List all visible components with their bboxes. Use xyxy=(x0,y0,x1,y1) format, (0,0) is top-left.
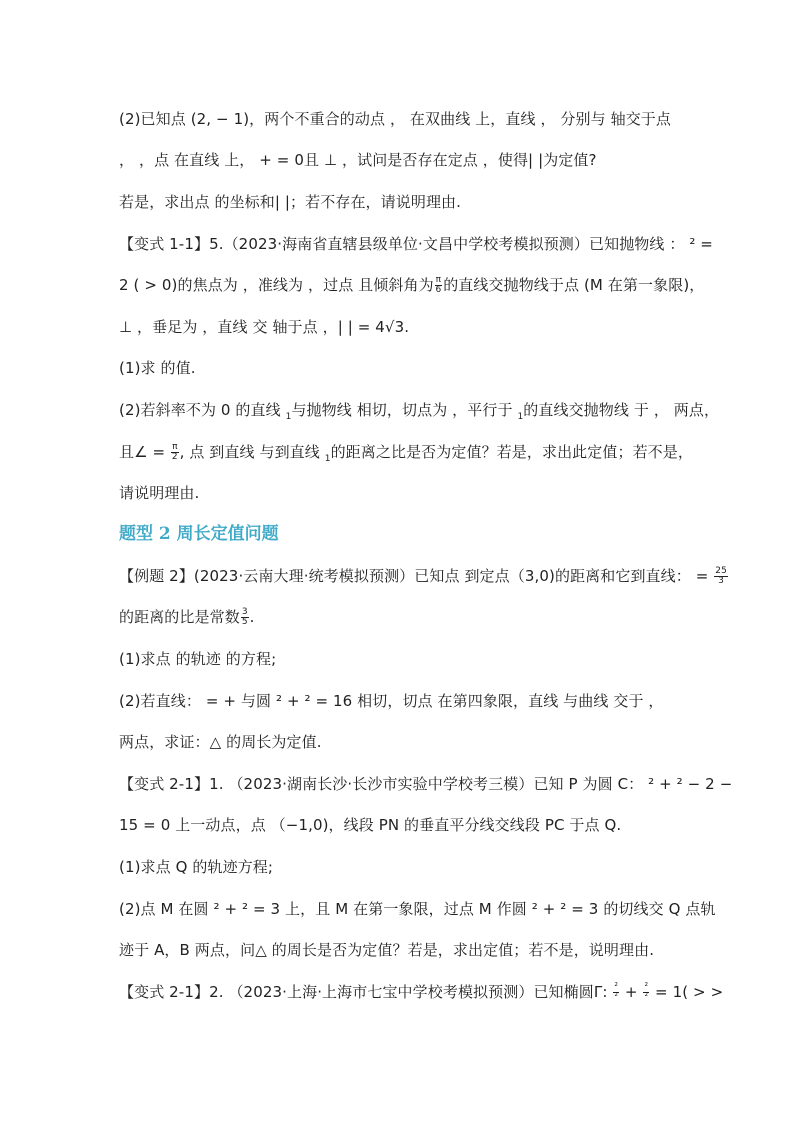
text-line: 若是，求出点 的坐标和| |；若不存在，请说明理由. xyxy=(119,193,462,211)
text-segment: . xyxy=(249,608,255,626)
fraction xyxy=(613,983,619,1002)
text-line: (1)求 的值. xyxy=(119,359,196,377)
fraction-numerator: π xyxy=(435,275,442,285)
text-line: ⊥ ，垂足为 ，直线 交 轴于点 ，| | = 4√3. xyxy=(119,318,410,336)
text-line: 两点，求证：△ 的周长为定值. xyxy=(119,733,322,751)
section-heading: 题型 2 周长定值问题 xyxy=(119,524,279,544)
text-line: (2)点 M 在圆 ² + ² = 3 上，且 M 在第一象限，过点 M 作圆 ² + ² = 3 的切线交 Q 点轨 xyxy=(119,900,716,918)
text-segment: , 点 到直线 与到直线 xyxy=(179,443,325,461)
fraction-denominator: 5 xyxy=(241,617,248,627)
text-segment: = 1( > > xyxy=(650,983,724,1001)
fraction-numerator: 3 xyxy=(241,607,248,617)
text-segment: 与抛物线 相切，切点为 ，平行于 xyxy=(291,401,518,419)
fraction xyxy=(171,443,179,462)
text-line: ， ，点 在直线 上， + = 0且 ⊥ ，试问是否存在定点 ，使得| |为定值? xyxy=(119,151,597,169)
text-segment: 【变式 2-1】2. （2023·上海·上海市七宝中学校考模拟预测）已知椭圆Γ: xyxy=(119,983,613,1001)
text-segment: 且∠ = xyxy=(119,443,171,461)
text-line: (1)求点 的轨迹 的方程; xyxy=(119,650,277,668)
text-segment: 2 ( > 0)的焦点为 ，准线为 ，过点 且倾斜角为 xyxy=(119,276,434,294)
fraction-denominator: 3 xyxy=(718,576,724,586)
subscript: 1 xyxy=(324,454,331,464)
text-line xyxy=(119,981,724,1003)
text-line: 请说明理由. xyxy=(119,484,200,502)
text-line: 【变式 1-1】5.（2023·海南省直辖县级单位·文昌中学校考模拟预测）已知抛物线 ： ² = xyxy=(119,235,713,253)
text-segment: + xyxy=(620,983,643,1001)
text-line: 迹于 A，B 两点，问△ 的周长是否为定值？若是，求出定值；若不是，说明理由. xyxy=(119,941,655,959)
text-segment: 的直线交抛物线于点 (M 在第一象限)， xyxy=(443,276,705,294)
fraction-denominator: ² xyxy=(614,992,619,1002)
text-line xyxy=(119,565,727,587)
text-line xyxy=(119,606,676,628)
text-line xyxy=(119,441,693,470)
subscript: 1 xyxy=(285,412,292,422)
fraction-denominator: ² xyxy=(644,992,649,1002)
text-line xyxy=(119,399,720,428)
fraction-denominator: 2 xyxy=(171,452,178,462)
fraction-numerator: ² xyxy=(614,982,619,992)
fraction xyxy=(241,608,249,627)
fraction-denominator: 6 xyxy=(435,285,442,295)
fraction-numerator: ² xyxy=(644,982,649,992)
subscript: 1 xyxy=(517,412,524,422)
fraction xyxy=(435,276,443,295)
text-line xyxy=(119,274,705,296)
fraction-numerator: π xyxy=(172,442,178,452)
text-line: 15 = 0 上一动点，点 （−1,0)，线段 PN 的垂直平分线交线段 PC 于点 Q. xyxy=(119,816,622,834)
fraction xyxy=(714,567,728,586)
text-segment: 的直线交抛物线 于 ， 两点， xyxy=(523,401,720,419)
fraction xyxy=(643,983,649,1002)
text-segment: (2)若斜率不为 0 的直线 xyxy=(119,401,286,419)
text-line: 【变式 2-1】1. （2023·湖南长沙·长沙市实验中学校考三模）已知 P 为圆 C： ² + ² − 2 − xyxy=(119,775,733,793)
text-segment: 【例题 2】(2023·云南大理·统考模拟预测）已知点 到定点（3,0)的距离和它到直线： = xyxy=(119,567,714,585)
text-line: (2)已知点 (2, − 1)，两个不重合的动点 ， 在双曲线 上，直线 ， 分别与 轴交于点 xyxy=(119,110,671,128)
text-segment: 的距离的比是常数 xyxy=(119,608,240,626)
text-segment: 的距离之比是否为定值？若是，求出此定值；若不是， xyxy=(330,443,693,461)
fraction-numerator: 25 xyxy=(715,566,727,576)
text-line: (2)若直线： = + 与圆 ² + ² = 16 相切，切点 在第四象限，直线 与曲线 交于 ， xyxy=(119,692,664,710)
text-line: (1)求点 Q 的轨迹方程; xyxy=(119,858,274,876)
